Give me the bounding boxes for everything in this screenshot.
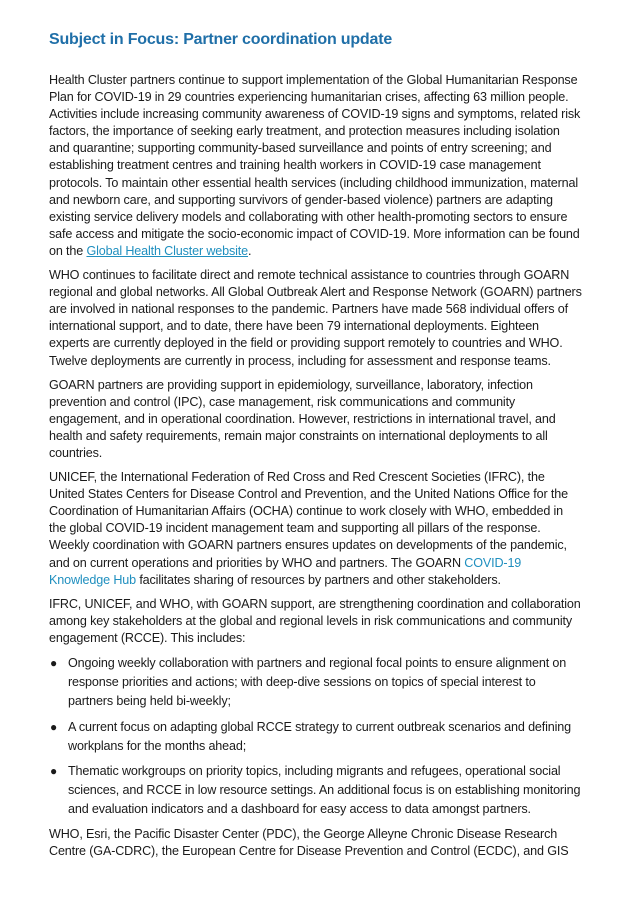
paragraph-gis-partners: WHO, Esri, the Pacific Disaster Center (PDC), the George Alleyne Chronic Disease Research Centre (GA-CDRC), the European Centre for Disease Prevention and Control (ECDC), and GIS <box>49 826 569 858</box>
paragraph-health-cluster <box>49 72 582 260</box>
list-item-text: Ongoing weekly collaboration with partners and regional focal points to ensure alignment on response priorities and actions; with deep-dive sessions on topics of special interest to partners being held bi-weekly; <box>68 656 567 709</box>
list-item <box>49 718 582 756</box>
global-health-cluster-link[interactable]: Global Health Cluster website <box>86 243 249 258</box>
paragraph-goarn-support: GOARN partners are providing support in epidemiology, surveillance, laboratory, infection prevention and control (IPC), case management, risk communications and community engagement, and in operational coordination. However, restrictions in international travel, and health and safety requirements, remain major constraints on international deployments to all countries. <box>49 377 556 460</box>
paragraph-health-cluster-end: . <box>248 243 252 258</box>
bullet-icon: ● <box>50 764 58 779</box>
paragraph-partners-coordination-text: UNICEF, the International Federation of Red Cross and Red Crescent Societies (IFRC), the United States Centers for Disease Control and Prevention, and the United Nations Office for the Coordination of Humanitarian Affairs (OCHA) continue to work closely with WHO, embedded in the global COVID-19 incident management team and supporting all pillars of the response. Weekly coordination with GOARN partners ensures updates on developments of the pandemic, and on current operations and priorities by WHO and partners. The GOARN <box>49 470 568 570</box>
list-item <box>49 654 582 712</box>
section-title: Subject in Focus: Partner coordination update <box>49 31 393 48</box>
bullet-icon: ● <box>50 656 58 670</box>
paragraph-health-cluster-text: Health Cluster partners continue to support implementation of the Global Humanitarian Response Plan for COVID-19 in 29 countries experiencing humanitarian crises, affecting 63 million people. Activities include increasing community awareness of COVID-19 signs and symptoms, related risk factors, the importance of seeking early treatment, and protection measures including isolation and quarantine; supporting community-based surveillance and points of entry screening; and establishing treatment centres and training health workers in COVID-19 case management protocols. To maintain other essential health services (including childhood immunization, maternal and newborn care, and supporting survivors of gender-based violence) partners are adapting existing service delivery models and collaborating with other health-promoting sectors to ensure safe access and mitigate the socio-economic impact of COVID-19. More information can be found on the <box>49 73 581 258</box>
paragraph-goarn-assistance: WHO continues to facilitate direct and remote technical assistance to countries through GOARN regional and global networks. All Global Outbreak Alert and Response Network (GOARN) partners are involved in national responses to the pandemic. Partners have made 568 individual offers of international support, and to date, there have been 79 international deployments. Eighteen experts are currently deployed in the field or providing support remotely to countries and WHO. Twelve deployments are currently in process, including for assessment and response teams. <box>49 268 582 368</box>
paragraph-rcce-intro: IFRC, UNICEF, and WHO, with GOARN support, are strengthening coordination and collaboration among key stakeholders at the global and regional levels in risk communications and community engagement (RCCE). This includes: <box>49 596 581 645</box>
paragraph-partners-coordination-end: facilitates sharing of resources by partners and other stakeholders. <box>135 572 501 587</box>
bullet-icon: ● <box>50 719 58 734</box>
list-item-text: Thematic workgroups on priority topics, including migrants and refugees, operational social sciences, and RCCE in low resource settings. An additional focus is on establishing monitoring and evaluation indicators and a dashboard for easy access to data amongst partners. <box>68 764 581 817</box>
document-page <box>49 30 582 867</box>
list-item <box>49 762 582 820</box>
paragraph-partners-coordination <box>49 469 582 589</box>
rcce-bullet-list <box>49 654 582 820</box>
covid19-knowledge-hub-link[interactable]: COVID-19 Knowledge Hub <box>49 555 522 587</box>
list-item-text: A current focus on adapting global RCCE strategy to current outbreak scenarios and defining workplans for the months ahead; <box>68 719 571 753</box>
